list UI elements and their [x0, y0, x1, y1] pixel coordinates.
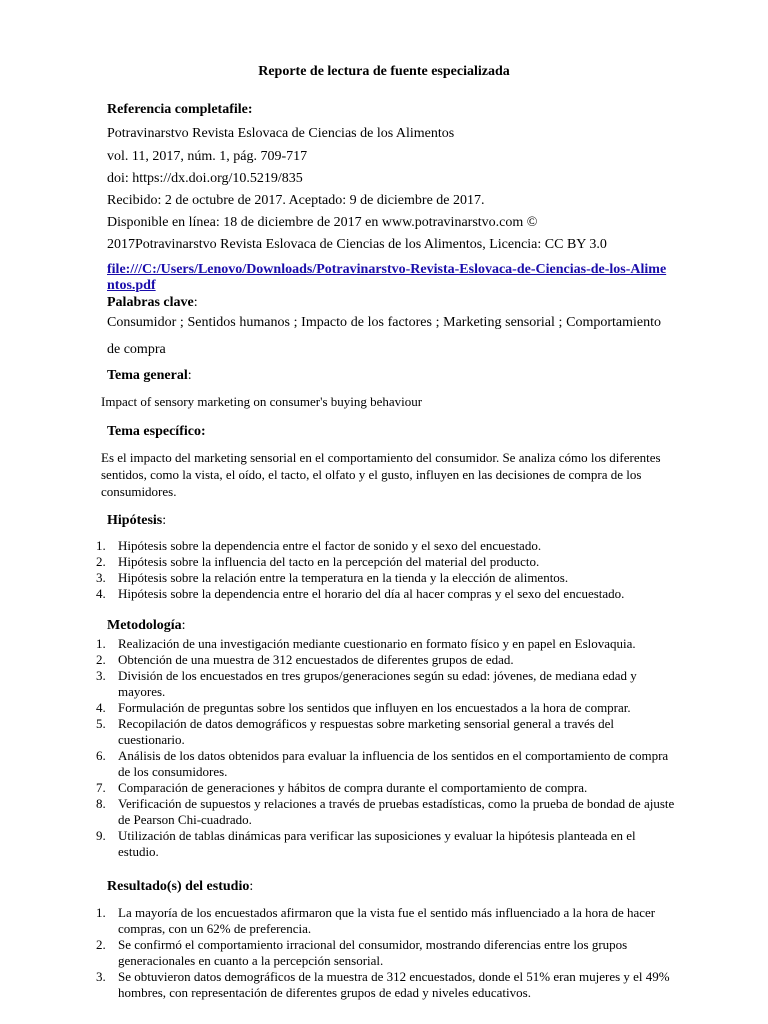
- metodologia-colon: :: [181, 618, 186, 633]
- list-item: 2. Se confirmó el comportamiento irracional del consumidor, mostrando diferencias entre los grupos generacionales en cuanto a la percepción sensorial.: [96, 937, 628, 968]
- list-item: 3. Se obtuvieron datos demográficos de la muestra de 312 encuestados, donde el 51% eran mujeres y el 49% hombres, con representación de diferentes grupos de edad y niveles educativos.: [96, 969, 670, 1000]
- page-title: Reporte de lectura de fuente especializada: [258, 64, 510, 79]
- palabras-clave-label: Palabras clave: [107, 295, 194, 310]
- metodologia-list: [96, 636, 676, 860]
- ref-line-6: 2017Potravinarstvo Revista Eslovaca de Ciencias de los Alimentos, Licencia: CC BY 3.0: [107, 237, 607, 252]
- list-item: 4. Formulación de preguntas sobre los sentidos que influyen en los encuestados a la hora de comprar.: [96, 700, 631, 715]
- ref-line-3: doi: https://dx.doi.org/10.5219/835: [107, 171, 303, 186]
- tema-especifico-heading: Tema específico:: [107, 424, 206, 439]
- resultados-label: Resultado(s) del estudio: [107, 879, 250, 894]
- ref-line-5: Disponible en línea: 18 de diciembre de 2017 en www.potravinarstvo.com ©: [107, 215, 538, 230]
- list-item: 3. División de los encuestados en tres grupos/generaciones según su edad: jóvenes, de mediana edad y mayores.: [96, 668, 637, 699]
- list-item: 2. Hipótesis sobre la influencia del tacto en la percepción del material del producto.: [96, 554, 540, 569]
- tema-general-heading: [107, 368, 192, 384]
- hipotesis-label: Hipótesis: [107, 513, 163, 528]
- metodologia-heading: [107, 618, 186, 634]
- list-item: 8. Verificación de supuestos y relaciones a través de pruebas estadísticas, como la prueba de bondad de ajuste de Pearson Chi-cuadrado.: [96, 796, 675, 827]
- list-item: 1. La mayoría de los encuestados afirmaron que la vista fue el sentido más influenciado a la hora de hacer compras, con un 62% de preferencia.: [96, 905, 656, 936]
- list-item: 1. Realización de una investigación mediante cuestionario en formato físico y en papel en Eslovaquia.: [96, 636, 636, 651]
- tema-general-colon: :: [187, 368, 192, 383]
- tema-general-label: Tema general: [107, 368, 188, 383]
- pdf-file-link[interactable]: file:///C:/Users/Lenovo/Downloads/Potravinarstvo-Revista-Eslovaca-de-Ciencias-de-los-Alimentos.pdf: [107, 262, 667, 293]
- ref-line-2: vol. 11, 2017, núm. 1, pág. 709-717: [107, 149, 308, 164]
- resultados-colon: :: [249, 879, 254, 894]
- resultados-heading: [107, 879, 253, 895]
- list-item: 6. Análisis de los datos obtenidos para evaluar la influencia de los sentidos en el comportamiento de compra de los consumidores.: [96, 748, 669, 779]
- palabras-clave-colon: :: [193, 295, 198, 310]
- tema-especifico-text: Es el impacto del marketing sensorial en el comportamiento del consumidor. Se analiza cómo los diferentes sentidos, como la vista, el oído, el tacto, el olfato y el gusto, influyen en las decisiones de compra de los consumidores.: [101, 450, 661, 499]
- list-item: 5. Recopilación de datos demográficos y respuestas sobre marketing sensorial general a través del cuestionario.: [96, 716, 614, 747]
- resultados-list: [96, 905, 676, 1001]
- ref-line-1: Potravinarstvo Revista Eslovaca de Ciencias de los Alimentos: [107, 126, 455, 141]
- metodologia-label: Metodología: [107, 618, 182, 633]
- palabras-clave-text: Consumidor ; Sentidos humanos ; Impacto de los factores ; Marketing sensorial ; Comportamiento de compra: [107, 315, 661, 357]
- hipotesis-colon: :: [162, 513, 167, 528]
- hipotesis-list: [96, 538, 676, 602]
- tema-general-text: Impact of sensory marketing on consumer's buying behaviour: [101, 394, 423, 409]
- referencia-heading: Referencia completafile:: [107, 102, 253, 117]
- list-item: 2. Obtención de una muestra de 312 encuestados de diferentes grupos de edad.: [96, 652, 514, 667]
- list-item: 7. Comparación de generaciones y hábitos de compra durante el comportamiento de compra.: [96, 780, 588, 795]
- list-item: 3. Hipótesis sobre la relación entre la temperatura en la tienda y la elección de alimentos.: [96, 570, 569, 585]
- list-item: 1. Hipótesis sobre la dependencia entre el factor de sonido y el sexo del encuestado.: [96, 538, 542, 553]
- hipotesis-heading: [107, 513, 166, 529]
- ref-line-4: Recibido: 2 de octubre de 2017. Aceptado: 9 de diciembre de 2017.: [107, 193, 485, 208]
- list-item: 9. Utilización de tablas dinámicas para verificar las suposiciones y evaluar la hipótesis planteada en el estudio.: [96, 828, 636, 859]
- list-item: 4. Hipótesis sobre la dependencia entre el horario del día al hacer compras y el sexo del encuestado.: [96, 586, 625, 601]
